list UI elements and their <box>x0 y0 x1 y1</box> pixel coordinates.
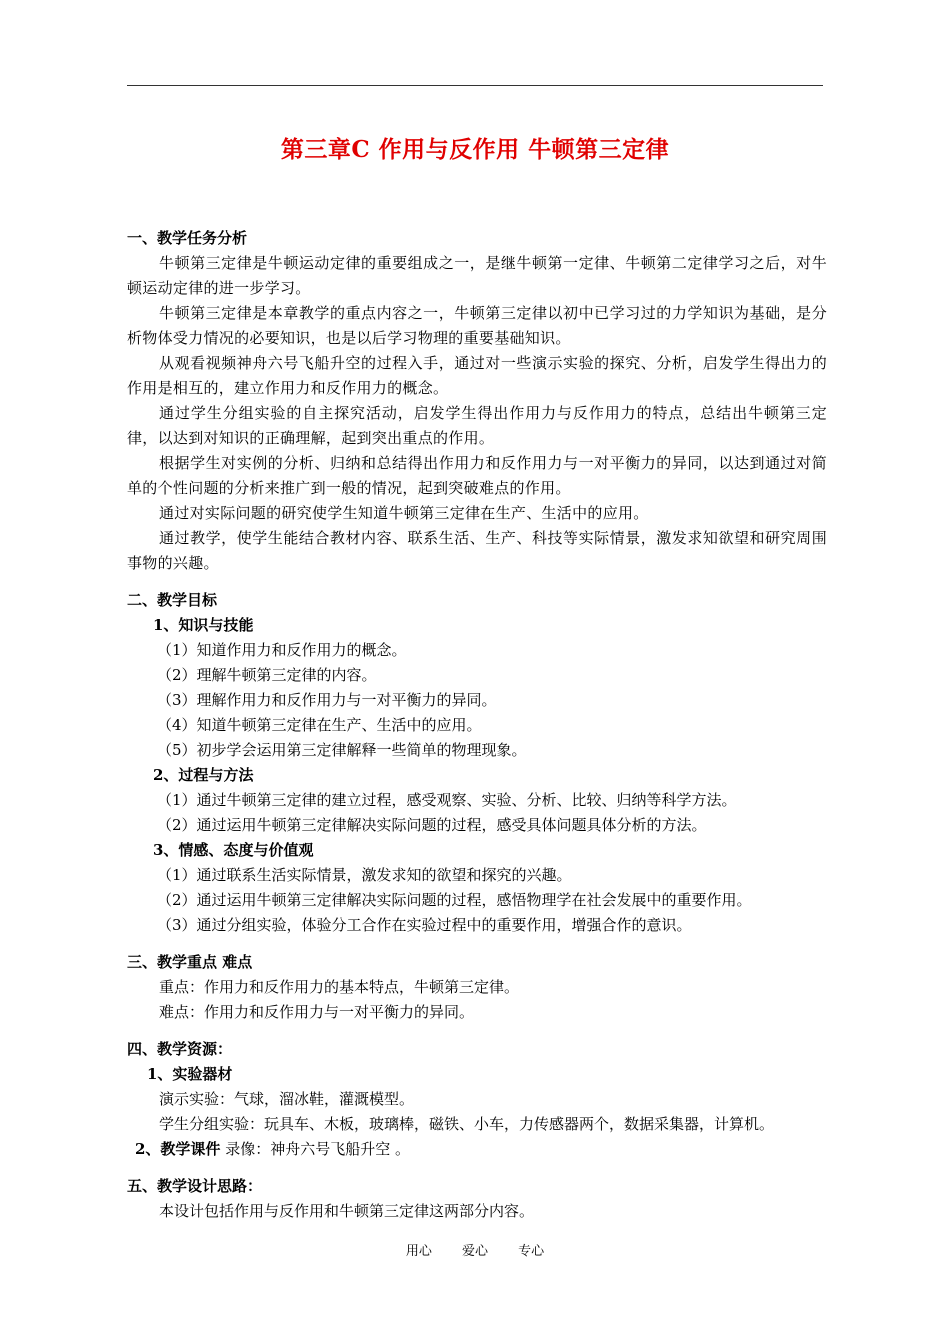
subsection-courseware <box>127 1137 827 1162</box>
list-item: （2）通过运用牛顿第三定律解决实际问题的过程，感悟物理学在社会发展中的重要作用。 <box>157 891 752 909</box>
subsection-title: 3、情感、态度与价值观 <box>153 841 314 859</box>
footer-text: 用心 <box>405 1244 432 1259</box>
paragraph: 通过学生分组实验的自主探究活动，启发学生得出作用力与反作用力的特点，总结出牛顿第三定律，以达到对知识的正确理解，起到突出重点的作用。 <box>127 404 827 447</box>
text-inline: 录像：神舟六号飞船升空 。 <box>220 1140 410 1158</box>
text-line: 学生分组实验：玩具车、木板，玻璃棒，磁铁、小车，力传感器两个，数据采集器，计算机。 <box>159 1115 775 1133</box>
paragraph: 根据学生对实例的分析、归纳和总结得出作用力和反作用力与一对平衡力的异同，以达到通过对简单的个性问题的分析来推广到一般的情况，起到突破难点的作用。 <box>127 454 827 497</box>
document-body <box>127 226 827 1224</box>
list-item: （2）通过运用牛顿第三定律解决实际问题的过程，感受具体问题具体分析的方法。 <box>157 816 707 834</box>
text-line: 难点：作用力和反作用力与一对平衡力的异同。 <box>159 1003 475 1021</box>
paragraph: 从观看视频神舟六号飞船升空的过程入手，通过对一些演示实验的探究、分析，启发学生得出力的作用是相互的，建立作用力和反作用力的概念。 <box>127 354 827 397</box>
list-item: （1）通过牛顿第三定律的建立过程，感受观察、实验、分析、比较、归纳等科学方法。 <box>157 791 737 809</box>
subsection-title: 1、实验器材 <box>147 1065 233 1083</box>
text-line: 演示实验：气球，溜冰鞋，灌溉模型。 <box>159 1090 415 1108</box>
paragraph: 牛顿第三定律是牛顿运动定律的重要组成之一，是继牛顿第一定律、牛顿第二定律学习之后，对牛顿运动定律的进一步学习。 <box>127 254 827 297</box>
list-item: （1）通过联系生活实际情景，激发求知的欲望和探究的兴趣。 <box>157 866 572 884</box>
page-footer <box>0 1240 950 1259</box>
paragraph: 通过教学，使学生能结合教材内容、联系生活、生产、科技等实际情景，激发求知欲望和研究周围事物的兴趣。 <box>127 529 827 572</box>
subsection-title: 1、知识与技能 <box>153 616 254 634</box>
subsection-title: 2、过程与方法 <box>153 766 254 784</box>
subsection-title: 2、教学课件 <box>135 1140 221 1158</box>
header-rule <box>127 85 823 86</box>
list-item: （3）理解作用力和反作用力与一对平衡力的异同。 <box>157 691 497 709</box>
section-1-heading: 一、教学任务分析 <box>127 229 248 247</box>
list-item: （5）初步学会运用第三定律解释一些简单的物理现象。 <box>157 741 527 759</box>
text-line: 本设计包括作用与反作用和牛顿第三定律这两部分内容。 <box>159 1202 535 1220</box>
section-5-heading: 五、教学设计思路： <box>127 1177 263 1195</box>
section-3-heading: 三、教学重点 难点 <box>127 953 253 971</box>
list-item: （3）通过分组实验，体验分工合作在实验过程中的重要作用，增强合作的意识。 <box>157 916 692 934</box>
list-item: （4）知道牛顿第三定律在生产、生活中的应用。 <box>157 716 482 734</box>
list-item: （1）知道作用力和反作用力的概念。 <box>157 641 407 659</box>
footer-text: 专心 <box>518 1244 545 1259</box>
section-2-heading: 二、教学目标 <box>127 591 218 609</box>
footer-text: 爱心 <box>461 1244 488 1259</box>
page-title: 第三章C 作用与反作用 牛顿第三定律 <box>280 136 670 163</box>
section-4-heading: 四、教学资源： <box>127 1040 233 1058</box>
paragraph: 通过对实际问题的研究使学生知道牛顿第三定律在生产、生活中的应用。 <box>159 504 649 522</box>
list-item: （2）理解牛顿第三定律的内容。 <box>157 666 377 684</box>
paragraph: 牛顿第三定律是本章教学的重点内容之一，牛顿第三定律以初中已学习过的力学知识为基础，是分析物体受力情况的必要知识，也是以后学习物理的重要基础知识。 <box>127 304 827 347</box>
text-line: 重点：作用力和反作用力的基本特点，牛顿第三定律。 <box>159 978 520 996</box>
